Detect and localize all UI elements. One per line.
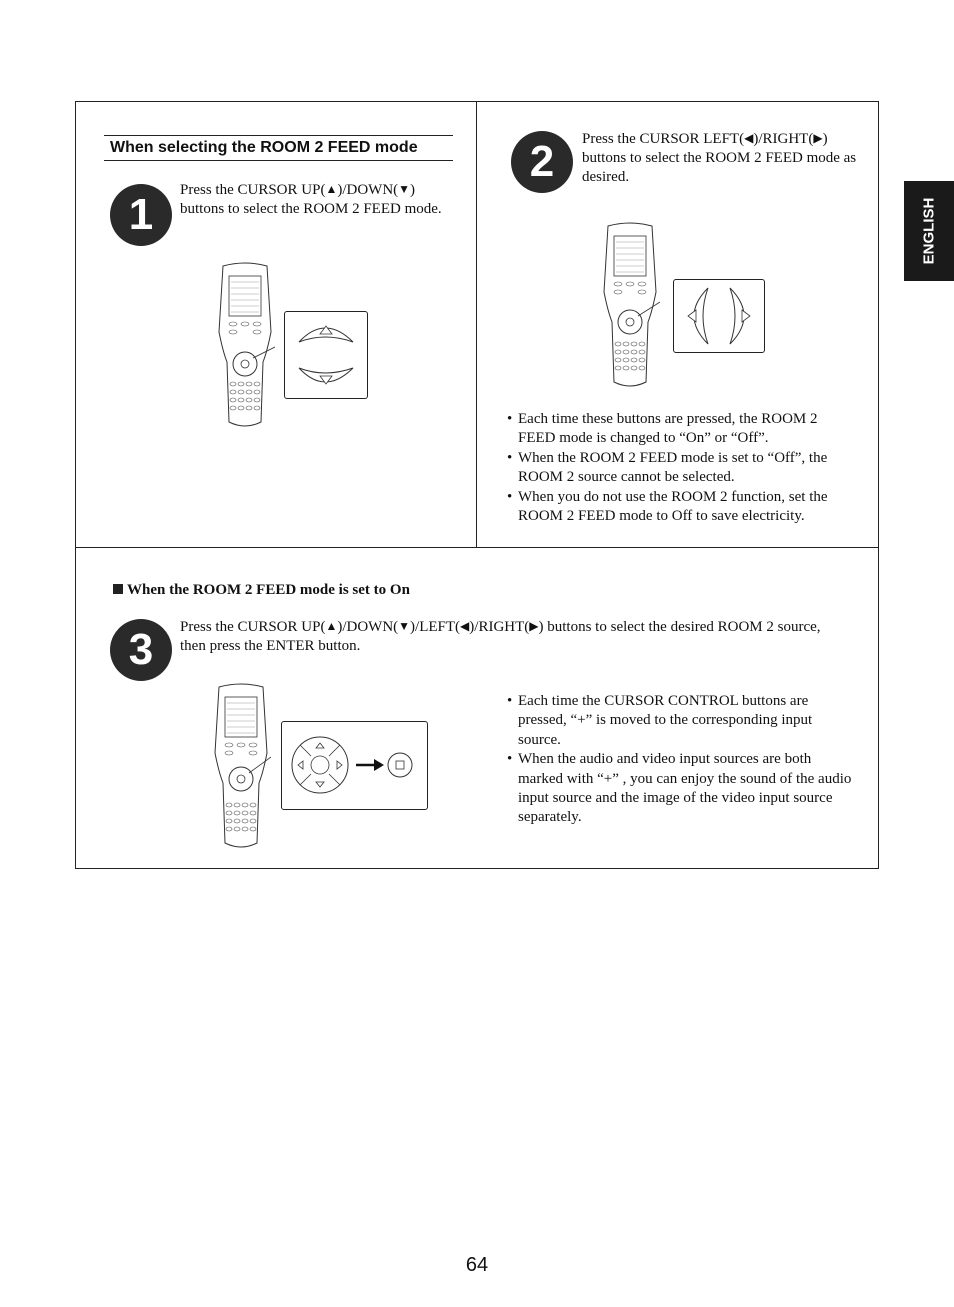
remote-control-illustration-2 bbox=[600, 222, 660, 390]
left-arrow-icon: ◀ bbox=[744, 131, 754, 145]
up-arrow-icon: ▲ bbox=[325, 619, 338, 633]
step-3-number: 3 bbox=[110, 619, 172, 681]
down-arrow-icon: ▼ bbox=[398, 182, 411, 196]
right-arrow-icon: ▶ bbox=[813, 131, 823, 145]
cursor-enter-callout bbox=[281, 721, 428, 810]
step-2-instruction: Press the CURSOR LEFT(◀)/RIGHT(▶) buttons to select the ROOM 2 FEED mode as desired. bbox=[582, 131, 857, 185]
step-2-notes bbox=[507, 410, 857, 526]
page-number: 64 bbox=[465, 1254, 489, 1276]
square-bullet-icon bbox=[113, 584, 123, 594]
list-item: • When the ROOM 2 FEED mode is set to “Off”, the ROOM 2 source cannot be selected. bbox=[507, 449, 857, 488]
cursor-left-right-callout bbox=[673, 279, 765, 353]
step-1-number: 1 bbox=[110, 184, 172, 246]
list-item: • When the audio and video input sources are both marked with “+” , you can enjoy the sound of the audio input source and the image of the video input source separately. bbox=[507, 750, 857, 828]
list-item: • Each time these buttons are pressed, the ROOM 2 FEED mode is changed to “On” or “Off”. bbox=[507, 410, 857, 449]
up-arrow-icon: ▲ bbox=[325, 182, 338, 196]
column-divider bbox=[476, 101, 477, 547]
cursor-up-down-callout bbox=[284, 311, 368, 399]
remote-control-illustration-3 bbox=[211, 683, 271, 851]
down-arrow-icon: ▼ bbox=[398, 619, 411, 633]
right-arrow-icon: ▶ bbox=[529, 619, 539, 633]
section-title: When selecting the ROOM 2 FEED mode bbox=[104, 135, 453, 161]
cursor-control-enter-icon bbox=[282, 722, 427, 809]
step-3-notes bbox=[507, 692, 857, 828]
list-item: • Each time the CURSOR CONTROL buttons are pressed, “+” is moved to the corresponding input source. bbox=[507, 692, 857, 750]
step-2-number: 2 bbox=[511, 131, 573, 193]
language-tab-label: ENGLISH bbox=[920, 197, 938, 265]
row-divider bbox=[75, 547, 878, 548]
subheading: When the ROOM 2 FEED mode is set to On bbox=[113, 581, 410, 600]
list-item: • When you do not use the ROOM 2 function, set the ROOM 2 FEED mode to Off to save electricity. bbox=[507, 488, 857, 527]
remote-control-illustration-1 bbox=[215, 262, 275, 430]
language-tab bbox=[904, 181, 954, 281]
left-arrow-icon: ◀ bbox=[460, 619, 470, 633]
step-1-instruction: Press the CURSOR UP(▲)/DOWN(▼) buttons to select the ROOM 2 FEED mode. bbox=[180, 182, 442, 217]
cursor-up-down-icon bbox=[285, 312, 367, 398]
step-3-instruction: Press the CURSOR UP(▲)/DOWN(▼)/LEFT(◀)/RIGHT(▶) buttons to select the desired ROOM 2 source, then press the ENTER button. bbox=[180, 619, 821, 654]
cursor-left-right-icon bbox=[674, 280, 764, 352]
